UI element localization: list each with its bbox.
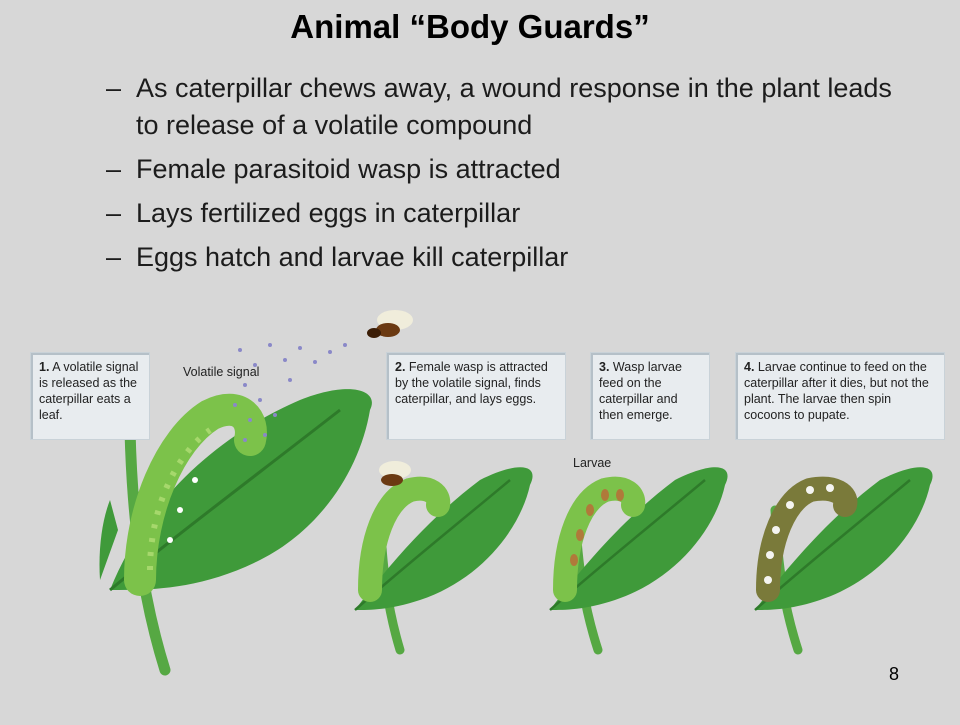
step-1-box bbox=[30, 352, 150, 440]
wasp-icon bbox=[367, 310, 413, 338]
larvae-label: Larvae bbox=[573, 456, 612, 470]
step-text: Female wasp is attracted by the volatile signal, finds caterpillar, and lays eggs. bbox=[395, 360, 548, 406]
plant-2 bbox=[355, 461, 533, 650]
bullet-text: Lays fertilized eggs in caterpillar bbox=[136, 198, 521, 228]
slide-title: Animal “Body Guards” bbox=[290, 8, 650, 45]
bullet-item bbox=[106, 239, 896, 276]
step-number: 3. bbox=[599, 360, 610, 374]
step-text: Wasp larvae feed on the caterpillar and then emerge. bbox=[599, 360, 682, 422]
step-3-box bbox=[590, 352, 710, 440]
step-text: A volatile signal is released as the caterpillar eats a leaf. bbox=[39, 360, 139, 422]
step-4-box bbox=[735, 352, 945, 440]
plant-4 bbox=[755, 467, 933, 650]
bullet-text: Eggs hatch and larvae kill caterpillar bbox=[136, 242, 569, 272]
bullet-dash: – bbox=[106, 73, 122, 103]
bullet-text: As caterpillar chews away, a wound response in the plant leads to release of a volatile compound bbox=[136, 73, 892, 140]
bullet-dash: – bbox=[106, 242, 122, 272]
page-number: 8 bbox=[889, 664, 900, 684]
plant-3 bbox=[550, 467, 728, 650]
step-number: 4. bbox=[744, 360, 755, 374]
bullet-text: Female parasitoid wasp is attracted bbox=[136, 154, 561, 184]
step-2-box bbox=[386, 352, 566, 440]
bullet-dash: – bbox=[106, 154, 122, 184]
bullet-dash: – bbox=[106, 198, 122, 228]
parasitoid-figure bbox=[0, 290, 960, 720]
step-number: 1. bbox=[39, 360, 50, 374]
bullet-item bbox=[106, 151, 896, 188]
volatile-signal-label: Volatile signal bbox=[183, 365, 260, 379]
step-number: 2. bbox=[395, 360, 406, 374]
step-text: Larvae continue to feed on the caterpillar after it dies, but not the plant. The larvae then spin cocoons to pupate. bbox=[744, 360, 929, 422]
bullet-item bbox=[106, 70, 896, 144]
bullet-item bbox=[106, 195, 896, 232]
bullet-list bbox=[106, 70, 896, 283]
